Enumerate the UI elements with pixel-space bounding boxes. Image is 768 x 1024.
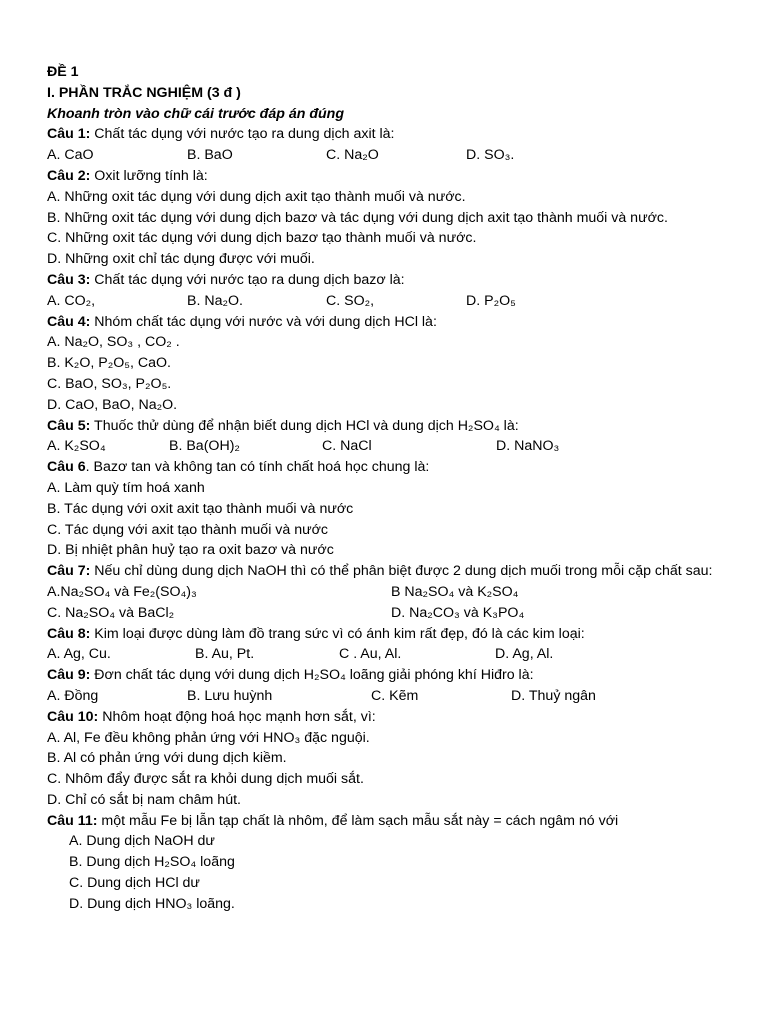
question-text: . Bazơ tan và không tan có tính chất hoá học chung là:: [85, 459, 430, 476]
exam-title: ĐỀ 1: [47, 64, 79, 80]
exam-document: [47, 62, 737, 915]
option-a: A.Na₂SO₄ và Fe₂(SO₄)₃: [47, 583, 197, 600]
question-label: Câu 9:: [47, 667, 91, 684]
question-5: [47, 416, 737, 437]
option-d: D. Na₂CO₃ và K₃PO₄: [391, 604, 525, 621]
option-a: A. K₂SO₄: [47, 438, 106, 455]
question-label: Câu 3:: [47, 271, 91, 288]
option-a: A. Na₂O, SO₃ , CO₂ .: [47, 334, 180, 351]
option-a: A. Đồng: [47, 687, 99, 704]
options-row: [47, 644, 737, 665]
question-text: Nếu chỉ dùng dung dịch NaOH thì có thể phân biệt được 2 dung dịch muối trong mỗi cặp chất sau:: [90, 563, 713, 580]
question-label: Câu 7:: [47, 563, 91, 580]
question-4: [47, 312, 737, 333]
option-a: A. CaO: [47, 147, 94, 164]
options-row: [47, 145, 737, 166]
question-text: Thuốc thử dùng để nhận biết dung dịch HCl và dung dịch H₂SO₄ là:: [90, 417, 519, 434]
question-label: Câu 4:: [47, 313, 91, 330]
option-b: B. Ba(OH)₂: [169, 438, 240, 455]
question-label: Câu 11:: [47, 812, 98, 829]
question-text: Oxit lưỡng tính là:: [90, 167, 208, 184]
option-d: D. CaO, BaO, Na₂O.: [47, 396, 178, 413]
question-6: [47, 457, 737, 478]
option-c: C. Tác dụng với axit tạo thành muối và nước: [47, 521, 328, 538]
option-b: B. Lưu huỳnh: [187, 687, 273, 704]
question-text: Đơn chất tác dụng với dung dịch H₂SO₄ loãng giải phóng khí Hiđro là:: [90, 667, 534, 684]
option-b: B. Dung dịch H₂SO₄ loãng: [69, 854, 235, 871]
option-d: D. SO₃.: [466, 147, 515, 164]
option-b: B. Au, Pt.: [195, 646, 255, 663]
option-b: B. Al có phản ứng với dung dịch kiềm.: [47, 750, 287, 767]
option-d: D. Chỉ có sắt bị nam châm hút.: [47, 791, 241, 808]
question-label: Câu 10:: [47, 708, 99, 725]
option-c: C. Na₂SO₄ và BaCl₂: [47, 604, 175, 621]
question-text: Chất tác dụng với nước tạo ra dung dịch axit là:: [90, 126, 395, 143]
option-c: C. NaCl: [322, 438, 372, 455]
option-b: B. Tác dụng với oxit axit tạo thành muối và nước: [47, 500, 354, 517]
option-c: C. Kẽm: [371, 687, 419, 704]
option-d: D. NaNO₃: [496, 438, 560, 455]
option-d: D. Bị nhiệt phân huỷ tạo ra oxit bazơ và nước: [47, 542, 334, 559]
option-a: A. Làm quỳ tím hoá xanh: [47, 479, 205, 496]
question-11: [47, 811, 737, 832]
question-text: Nhôm hoạt động hoá học mạnh hơn sắt, vì:: [98, 708, 376, 725]
option-d: D. Những oxit chỉ tác dụng được với muối.: [47, 251, 315, 268]
question-text: Nhóm chất tác dụng với nước và với dung dịch HCl là:: [90, 313, 437, 330]
question-2: [47, 166, 737, 187]
question-label: Câu 6: [47, 459, 86, 476]
option-d: D. P₂O₅: [466, 292, 516, 309]
option-b: B Na₂SO₄ và K₂SO₄: [391, 583, 519, 600]
question-text: một mẫu Fe bị lẫn tạp chất là nhôm, để làm sạch mẫu sắt này = cách ngâm nó với: [97, 812, 619, 829]
option-d: D. Ag, Al.: [495, 646, 554, 663]
option-d: D. Dung dịch HNO₃ loãng.: [69, 895, 235, 912]
option-c: C. BaO, SO₃, P₂O₅.: [47, 375, 172, 392]
option-c: C. Nhôm đẩy được sắt ra khỏi dung dịch muối sắt.: [47, 771, 364, 788]
question-text: Chất tác dụng với nước tạo ra dung dịch bazơ là:: [90, 271, 405, 288]
question-9: [47, 665, 737, 686]
question-label: Câu 1:: [47, 126, 91, 143]
question-label: Câu 5:: [47, 417, 91, 434]
question-7: [47, 561, 737, 582]
option-a: A. CO₂,: [47, 292, 96, 309]
option-b: B. Na₂O.: [187, 292, 243, 309]
instruction: Khoanh tròn vào chữ cái trước đáp án đúng: [47, 105, 345, 122]
option-a: A. Những oxit tác dụng với dung dịch axit tạo thành muối và nước.: [47, 188, 466, 205]
option-c: C. Na₂O: [326, 147, 379, 164]
options-row: [47, 291, 737, 312]
option-a: A. Al, Fe đều không phản ứng với HNO₃ đặc nguội.: [47, 729, 370, 746]
option-c: C . Au, Al.: [339, 646, 402, 663]
question-3: [47, 270, 737, 291]
option-c: C. SO₂,: [326, 292, 375, 309]
question-1: [47, 124, 737, 145]
option-b: B. Những oxit tác dụng với dung dịch bazơ và tác dụng với dung dịch axit tạo thành muối và nước.: [47, 209, 668, 226]
options-row: [47, 436, 737, 457]
options-row: [47, 582, 737, 603]
question-label: Câu 2:: [47, 167, 91, 184]
options-row: [47, 603, 737, 624]
question-label: Câu 8:: [47, 625, 91, 642]
option-a: A. Ag, Cu.: [47, 646, 111, 663]
options-row: [47, 686, 737, 707]
section-heading: I. PHẦN TRẮC NGHIỆM (3 đ ): [47, 84, 241, 101]
option-d: D. Thuỷ ngân: [511, 687, 596, 704]
option-c: C. Những oxit tác dụng với dung dịch bazơ tạo thành muối và nước.: [47, 230, 477, 247]
question-8: [47, 624, 737, 645]
option-b: B. K₂O, P₂O₅, CaO.: [47, 355, 171, 372]
option-a: A. Dung dịch NaOH dư: [69, 833, 215, 850]
option-c: C. Dung dịch HCl dư: [69, 875, 200, 892]
question-text: Kim loại được dùng làm đồ trang sức vì có ánh kim rất đẹp, đó là các kim loại:: [90, 625, 585, 642]
question-10: [47, 707, 737, 728]
option-b: B. BaO: [187, 147, 233, 164]
